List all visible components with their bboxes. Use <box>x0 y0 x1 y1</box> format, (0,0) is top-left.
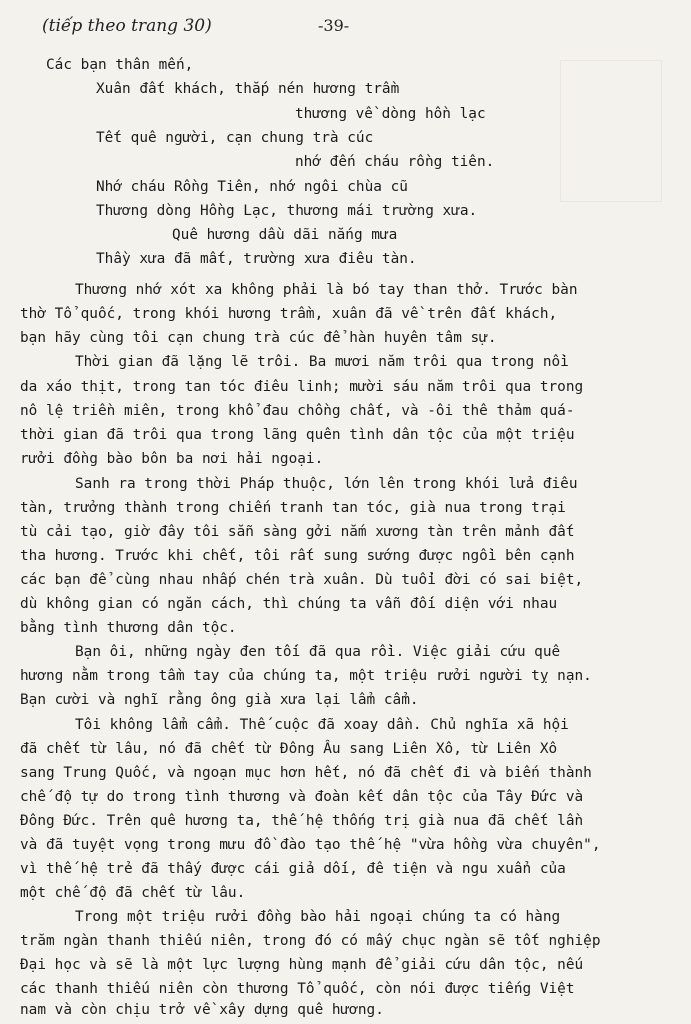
body-line: thời gian đã trôi qua trong lãng quên tình dân tộc của một triệu <box>20 427 575 443</box>
body-line: Tôi không lẩm cẩm. Thế cuộc đã xoay dần. Chủ nghĩa xã hội <box>75 717 569 733</box>
body-line: hương nằm trong tầm tay của chúng ta, một triệu rưởi người tỵ nạn. <box>20 668 592 684</box>
body-line: bạn hãy cùng tôi cạn chung trà cúc để hàn huyên tâm sự. <box>20 330 497 346</box>
body-line: các thanh thiếu niên còn thương Tổ quốc, còn nói được tiếng Việt <box>20 981 575 997</box>
poem-line: Quê hương dầu dãi nắng mưa <box>172 227 398 243</box>
body-line: tàn, trưởng thành trong chiến tranh tan tóc, già nua trong trại <box>20 500 566 516</box>
body-line: Bạn cười và nghĩ rằng ông già xưa lại lẩm cẩm. <box>20 692 419 708</box>
page-number: -39- <box>318 16 350 35</box>
poem-line: Xuân đất khách, thắp nén hương trầm <box>96 81 400 97</box>
body-line: vì thế hệ trẻ đã thấy được cái giả dối, đê tiện và ngu xuẩn của <box>20 861 566 877</box>
poem-line: Các bạn thân mến, <box>46 57 194 73</box>
body-line: nô lệ triền miên, trong khổ đau chồng chất, và -ôi thê thảm quá- <box>20 403 575 419</box>
bleed-through-shadow <box>560 60 662 202</box>
body-line: tù cải tạo, giờ đây tôi sẵn sàng gởi nắm xương tàn trên mảnh đất <box>20 524 575 540</box>
body-line: Trong một triệu rưởi đồng bào hải ngoại chúng ta có hàng <box>75 909 561 925</box>
poem-line: Thương dòng Hồng Lạc, thương mái trường xưa. <box>96 203 478 219</box>
body-line: một chế độ đã chết từ lâu. <box>20 885 246 901</box>
body-line: thờ Tổ quốc, trong khói hương trầm, xuân đã về trên đất khách, <box>20 306 558 322</box>
body-line: dù không gian có ngăn cách, thì chúng ta vẫn đối diện với nhau <box>20 596 558 612</box>
body-line: bằng tình thương dân tộc. <box>20 620 237 636</box>
body-line: nam và còn chịu trở về xây dựng quê hương. <box>20 1002 384 1018</box>
continuation-note: (tiếp theo trang 30) <box>42 16 212 36</box>
body-line: và đã tuyệt vọng trong mưu đồ đào tạo thế hệ "vừa hồng vừa chuyên", <box>20 837 601 853</box>
body-line: Đông Đức. Trên quê hương ta, thế hệ thống trị già nua đã chết lần <box>20 813 584 829</box>
body-line: tha hương. Trước khi chết, tôi rất sung sướng được ngồi bên cạnh <box>20 548 575 564</box>
poem-line: Tết quê người, cạn chung trà cúc <box>96 130 374 146</box>
poem-line: thương về dòng hồn lạc <box>295 106 486 122</box>
body-line: Thời gian đã lặng lẽ trôi. Ba mươi năm trôi qua trong nồi <box>75 354 569 370</box>
poem-line: Nhớ cháu Rồng Tiên, nhớ ngôi chùa cũ <box>96 179 408 195</box>
body-line: các bạn để cùng nhau nhấp chén trà xuân. Dù tuổi đời có sai biệt, <box>20 572 584 588</box>
body-line: Sanh ra trong thời Pháp thuộc, lớn lên trong khói lửa điêu <box>75 476 578 492</box>
body-line: da xáo thịt, trong tan tóc điêu linh; mười sáu năm trôi qua trong <box>20 379 584 395</box>
body-line: Bạn ôi, những ngày đen tối đã qua rồi. Việc giải cứu quê <box>75 644 561 660</box>
poem-line: nhớ đến cháu rồng tiên. <box>295 154 495 170</box>
body-line: Đại học và sẽ là một lực lượng hùng mạnh để giải cứu dân tộc, nếu <box>20 957 584 973</box>
body-line: rưởi đồng bào bôn ba nơi hải ngoại. <box>20 451 324 467</box>
body-line: Thương nhớ xót xa không phải là bó tay than thở. Trước bàn <box>75 282 578 298</box>
poem-line: Thầy xưa đã mất, trường xưa điêu tàn. <box>96 251 417 267</box>
body-line: trăm ngàn thanh thiếu niên, trong đó có mấy chục ngàn sẽ tốt nghiệp <box>20 933 601 949</box>
body-line: sang Trung Quốc, và ngoạn mục hơn hết, nó đã chết đi và biến thành <box>20 765 592 781</box>
body-line: đã chết từ lâu, nó đã chết từ Đông Âu sang Liên Xô, từ Liên Xô <box>20 741 558 757</box>
body-line: chế độ tự do trong tình thương và đoàn kết dân tộc của Tây Đức và <box>20 789 584 805</box>
